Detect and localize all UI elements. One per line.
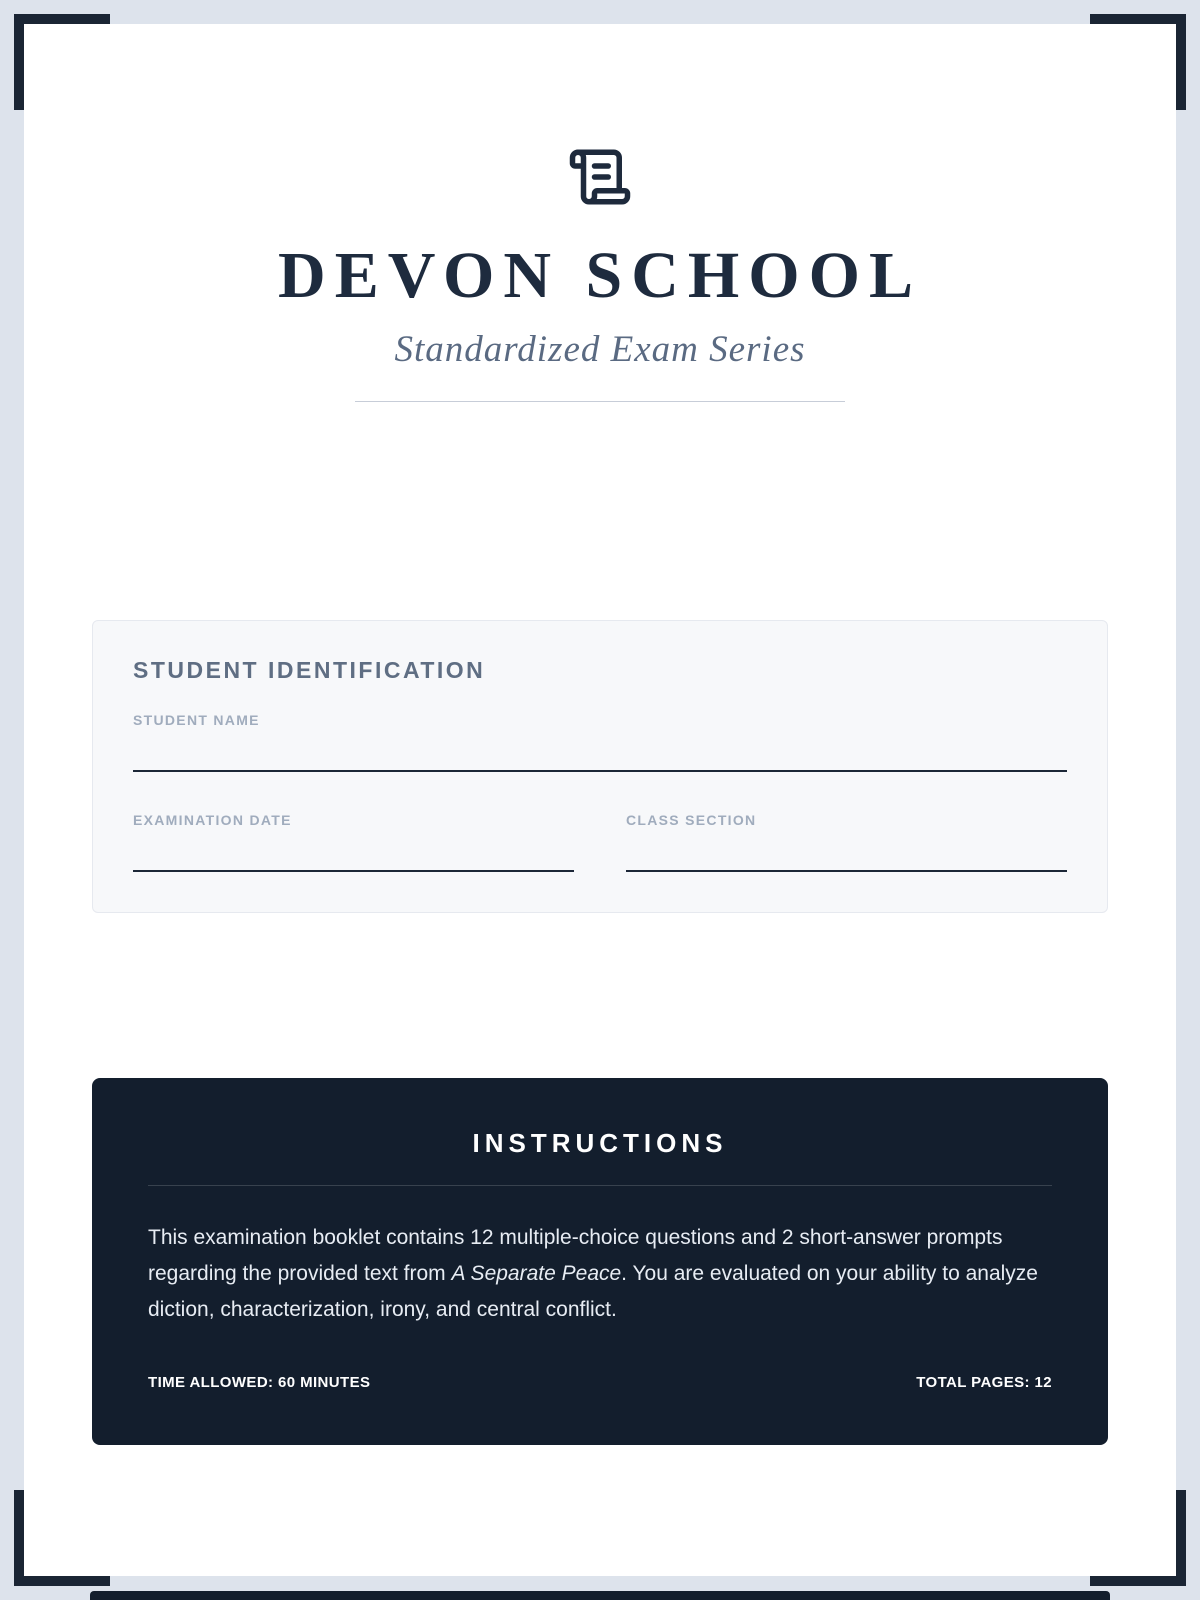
corner-bracket-bottom-left xyxy=(14,1490,110,1586)
book-title: A Separate Peace xyxy=(451,1262,622,1286)
header-divider xyxy=(355,401,845,402)
school-name: DEVON SCHOOL xyxy=(278,239,922,312)
next-section-top-bar xyxy=(90,1591,1110,1600)
exam-header xyxy=(24,24,1176,402)
class-section-field xyxy=(626,784,1067,872)
student-name-label: STUDENT NAME xyxy=(133,712,260,728)
exam-cover-page xyxy=(24,24,1176,1576)
instructions-divider xyxy=(148,1185,1052,1186)
class-section-input[interactable] xyxy=(626,828,1067,872)
instructions-heading: INSTRUCTIONS xyxy=(472,1128,728,1158)
exam-date-field xyxy=(133,784,574,872)
corner-bracket-top-right xyxy=(1090,14,1186,110)
instructions-text-before: This examination booklet contains 12 multiple-choice questions and 2 short-answer prompts regarding the provided text from xyxy=(148,1226,1003,1286)
exam-date-input[interactable] xyxy=(133,828,574,872)
exam-meta-row xyxy=(148,1374,1052,1391)
instructions-section xyxy=(92,1078,1108,1445)
exam-date-label: EXAMINATION DATE xyxy=(133,812,292,828)
student-id-heading: STUDENT IDENTIFICATION xyxy=(133,657,486,683)
total-pages: TOTAL PAGES: 12 xyxy=(916,1374,1052,1392)
time-allowed: TIME ALLOWED: 60 MINUTES xyxy=(148,1374,371,1392)
exam-series-subtitle: Standardized Exam Series xyxy=(394,329,806,371)
student-identification-section xyxy=(92,620,1108,913)
scroll-icon xyxy=(567,144,633,210)
class-section-label: CLASS SECTION xyxy=(626,812,757,828)
date-section-row xyxy=(133,784,1067,872)
corner-bracket-top-left xyxy=(14,14,110,110)
instructions-text-after: . You are evaluated on your ability to analyze diction, characterization, irony, and central conflict. xyxy=(148,1262,1038,1322)
instructions-body xyxy=(148,1220,1052,1328)
student-name-field xyxy=(133,712,1067,772)
corner-bracket-bottom-right xyxy=(1090,1490,1186,1586)
student-name-input[interactable] xyxy=(133,728,1067,772)
